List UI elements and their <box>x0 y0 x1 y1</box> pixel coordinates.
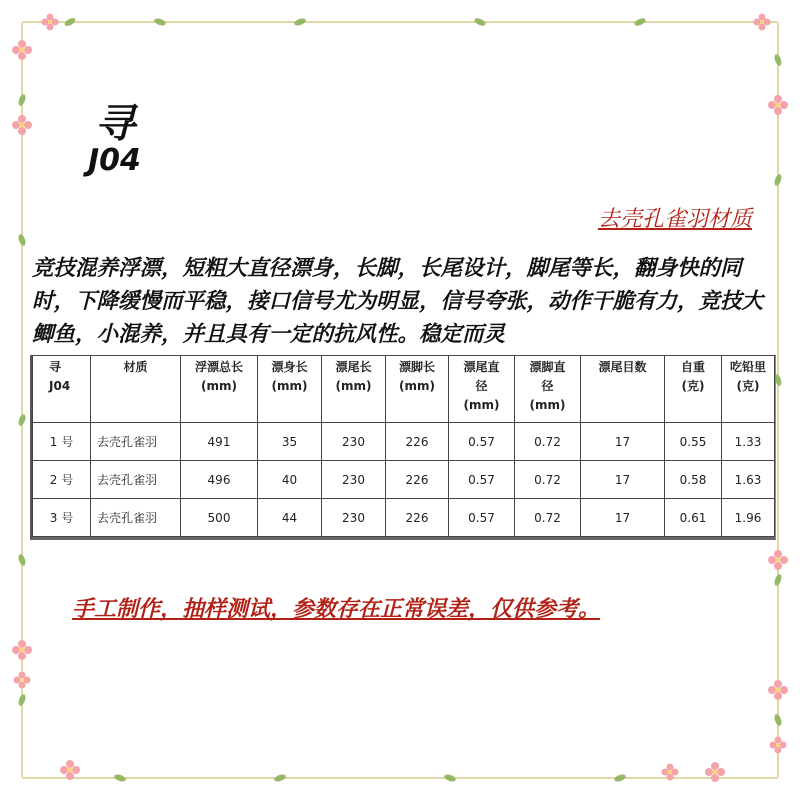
table-cell: 40 <box>258 461 322 499</box>
table-header-text: 浮漂总长 <box>194 360 243 374</box>
product-description: 竞技混养浮漂，短粗大直径漂身，长脚，长尾设计，脚尾等长，翻身快的同时，下降缓慢而平稳，接口信号尤为明显，信号夸张，动作干脆有力，竞技大鲫鱼，小混养，并且具有一定的抗风性。稳定而灵 <box>32 256 764 347</box>
table-cell: 35 <box>258 423 322 461</box>
table-header-cell <box>665 356 722 423</box>
table-cell: 去壳孔雀羽 <box>91 499 181 537</box>
table-header-cell <box>515 356 581 423</box>
table-header-text: (克) <box>681 379 705 393</box>
table-row <box>33 423 775 461</box>
table-cell: 1.33 <box>722 423 775 461</box>
table-header-row <box>33 356 775 423</box>
table-cell: 1.63 <box>722 461 775 499</box>
product-code: J04 <box>88 143 141 178</box>
table-cell: 0.57 <box>449 423 515 461</box>
table-cell: 0.57 <box>449 461 515 499</box>
table-header-text: 漂脚长 <box>398 360 435 374</box>
table-cell: 17 <box>581 499 665 537</box>
table-header-cell <box>722 356 775 423</box>
material-label: 去壳孔雀羽材质 <box>597 207 752 232</box>
table-cell: 17 <box>581 423 665 461</box>
table-cell: 0.61 <box>665 499 722 537</box>
table-header-text: (mm) <box>201 379 237 393</box>
spec-table <box>32 355 775 537</box>
table-header-cell <box>386 356 449 423</box>
product-title: 寻 <box>95 101 135 147</box>
table-cell: 226 <box>386 461 449 499</box>
table-header-text: J04 <box>49 379 71 393</box>
table-cell: 0.72 <box>515 423 581 461</box>
table-cell: 1.96 <box>722 499 775 537</box>
table-cell: 0.58 <box>665 461 722 499</box>
table-header-cell <box>181 356 258 423</box>
table-cell: 500 <box>181 499 258 537</box>
table-cell: 496 <box>181 461 258 499</box>
table-cell: 0.72 <box>515 499 581 537</box>
table-header-text: (mm) <box>271 379 308 393</box>
table-header-text: (mm) <box>399 379 435 393</box>
table-header-cell <box>258 356 322 423</box>
table-header-text: 寻 <box>49 360 62 374</box>
table-header-cell <box>91 356 181 423</box>
table-header-text: 漂尾目数 <box>598 360 647 374</box>
table-cell: 491 <box>181 423 258 461</box>
table-cell: 去壳孔雀羽 <box>91 461 181 499</box>
table-cell: 0.57 <box>449 499 515 537</box>
table-header-text: (mm) <box>529 398 566 412</box>
table-cell: 44 <box>258 499 322 537</box>
table-cell: 3 号 <box>33 499 91 537</box>
spec-table-container <box>30 355 776 540</box>
table-header-text: 自重 <box>680 360 705 374</box>
table-header-text: 径 <box>541 379 554 393</box>
table-header-text: 漂身长 <box>271 360 308 374</box>
table-header-text: 漂尾直 <box>463 360 500 374</box>
table-cell: 0.55 <box>665 423 722 461</box>
table-header-text: (mm) <box>335 379 372 393</box>
table-cell: 2 号 <box>33 461 91 499</box>
table-header-text: 吃铅里 <box>729 360 766 374</box>
table-cell: 226 <box>386 423 449 461</box>
table-cell: 226 <box>386 499 449 537</box>
table-header-text: (mm) <box>463 398 500 412</box>
table-cell: 17 <box>581 461 665 499</box>
table-header-text: 材质 <box>123 360 148 374</box>
table-cell: 0.72 <box>515 461 581 499</box>
disclaimer-note: 手工制作，抽样测试，参数存在正常误差，仅供参考。 <box>72 597 601 622</box>
table-row <box>33 499 775 537</box>
table-cell: 230 <box>322 461 386 499</box>
table-header-text: 径 <box>475 379 488 393</box>
table-header-cell <box>581 356 665 423</box>
table-header-text: (克) <box>736 379 760 393</box>
table-cell: 去壳孔雀羽 <box>91 423 181 461</box>
table-cell: 1 号 <box>33 423 91 461</box>
table-row <box>33 461 775 499</box>
table-header-text: 漂尾长 <box>335 360 372 374</box>
table-cell: 230 <box>322 499 386 537</box>
table-header-cell <box>449 356 515 423</box>
table-header-text: 漂脚直 <box>529 360 566 374</box>
table-body <box>33 423 775 537</box>
table-header-cell <box>33 356 91 423</box>
table-cell: 230 <box>322 423 386 461</box>
table-header-cell <box>322 356 386 423</box>
